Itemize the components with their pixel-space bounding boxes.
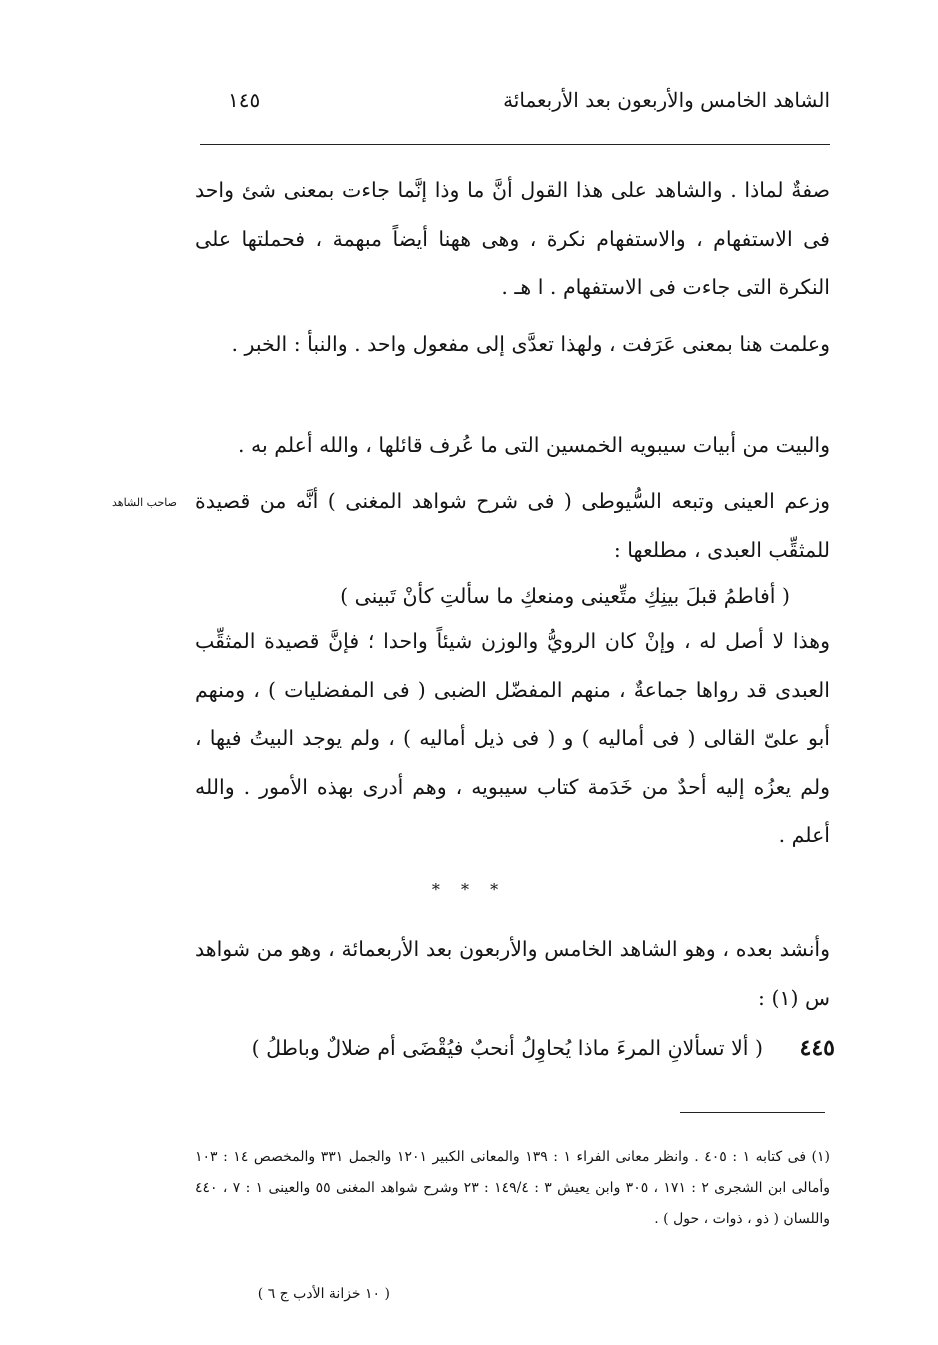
paragraph-2: وعلمت هنا بمعنى عَرَفت ، ولهذا تعدَّى إلى مفعول واحد . والنبأ : الخبر .: [231, 332, 830, 356]
paragraph-6: وأنشد بعده ، وهو الشاهد الخامس والأربعون بعد الأربعمائة ، وهو من شواهد س (١) :: [195, 937, 830, 1010]
page-number: ١٤٥: [228, 88, 261, 112]
footnote-1: (١) فى كتابه ١ : ٤٠٥ . وانظر معانى الفراء ١ : ١٣٩ والمعانى الكبير ١٢٠١ والجمل ٣٣١ والمخصص ١٤ : ١٠٣ وأمالى ابن الشجرى ٢ : ١٧١ ، ٣٠٥ وابن يعيش ٣ : ١٤٩/٤ : ٢٣ وشرح شواهد المغنى ٥٥ والعينى ١ : ٧ ، ٤٤٠ واللسان ( ذو ، ذوات ، حول ) .: [195, 1149, 830, 1227]
paragraph-3: والبيت من أبيات سيبويه الخمسين التى ما عُرف قائلها ، والله أعلم به .: [238, 433, 830, 457]
paragraph-1: صفةٌ لماذا . والشاهد على هذا القول أنَّ ما وذا إنَّما جاءت بمعنى شئ واحد فى الاستفهام ، والاستفهام نكرة ، وهى ههنا أيضاً مبهمة ، فحملتها على النكرة التى جاءت فى الاستفهام . ا هـ .: [195, 178, 830, 299]
main-verse: [195, 1026, 835, 1070]
verse-text: ( ألا تسألانِ المرءَ ماذا يُحاوِلُ أنحبٌ فيُقْضَى أم ضلالٌ وباطلُ ): [251, 1036, 763, 1060]
section-separator: * * *: [431, 880, 507, 899]
paragraph-4: وزعم العينى وتبعه السُّيوطى ( فى شرح شواهد المغنى ) أنَّه من قصيدة للمثقِّب العبدى ، مطلعها :: [195, 489, 830, 562]
quoted-verse: ( أفاطمُ قبلَ بينِكِ متِّعينى ومنعكِ ما سألتِ كأنْ تَبينى ): [340, 584, 790, 608]
footnote-divider: [680, 1112, 825, 1113]
signature-mark: ( ١٠ خزانة الأدب ج ٦ ): [257, 1286, 390, 1302]
header-divider: [200, 144, 830, 145]
verse-number: ٤٤٥: [799, 1035, 835, 1061]
running-title: الشاهد الخامس والأربعون بعد الأربعمائة: [503, 88, 830, 112]
page-header: [200, 88, 830, 118]
margin-note: صاحب الشاهد: [112, 496, 177, 509]
paragraph-5: وهذا لا أصل له ، وإنْ كان الرويُّ والوزن شيئاً واحدا ؛ فإنَّ قصيدة المثقِّب العبدى قد رواها جماعةٌ ، منهم المفضّل الضبى ( فى المفضليات ) ، ومنهم أبو علىّ القالى ( فى أماليه ) و ( فى ذيل أماليه ) ، ولم يوجد البيتُ فيها ، ولم يعزُه إليه أحدٌ من خَدَمة كتاب سيبويه ، وهم أدرى بهذه الأمور . والله أعلم .: [195, 629, 830, 847]
